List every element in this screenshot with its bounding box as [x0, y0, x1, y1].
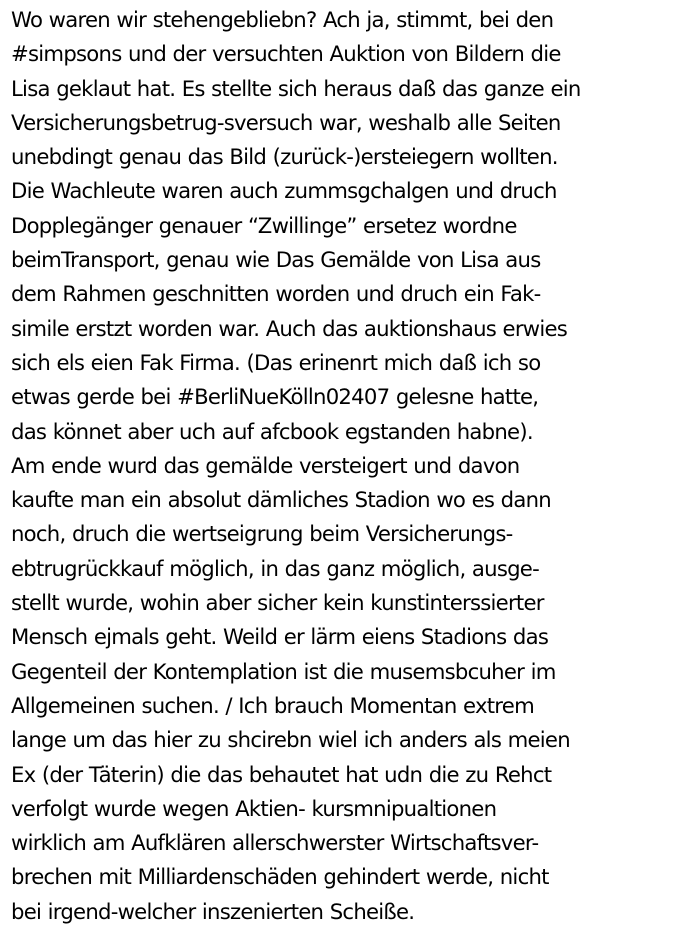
text-line: verfolgt wurde wegen Aktien- kursmnipualtionen	[11, 795, 497, 821]
text-line: sich els eien Fak Firma. (Das erinenrt mich daß ich so	[11, 349, 541, 375]
text-line: kaufte man ein absolut dämliches Stadion wo es dann	[11, 487, 551, 513]
text-line: Mensch ejmals geht. Weild er lärm eiens Stadions das	[11, 624, 549, 650]
text-line: Allgemeinen suchen. / Ich brauch Momentan extrem	[11, 692, 534, 718]
text-line: Versicherungsbetrug-sversuch war, weshalb alle Seiten	[11, 109, 561, 135]
body-text	[11, 3, 683, 929]
text-line: Lisa geklaut hat. Es stellte sich heraus daß das ganze ein	[11, 75, 581, 101]
text-line: bei irgend-welcher inszenierten Scheiße.	[11, 898, 415, 924]
text-line: stellt wurde, wohin aber sicher kein kunstinterssierter	[11, 590, 544, 616]
text-line: Wo waren wir stehengebliebn? Ach ja, stimmt, bei den	[11, 7, 554, 32]
text-line: Gegenteil der Kontemplation ist die musemsbcuher im	[11, 658, 556, 684]
text-line: etwas gerde bei #BerliNueKölln02407 gelesne hatte,	[11, 384, 539, 410]
text-line: #simpsons und der versuchten Auktion von Bildern die	[11, 41, 561, 67]
text-line: unebdingt genau das Bild (zurück-)ersteiegern wollten.	[11, 144, 558, 170]
text-line: wirklich am Aufklären allerschwerster Wirtschaftsver-	[11, 830, 539, 856]
text-line: simile erstzt worden war. Auch das auktionshaus erwies	[11, 315, 568, 341]
text-line: Dopplegänger genauer “Zwillinge” ersetez wordne	[11, 212, 517, 238]
text-line: das könnet aber uch auf afcbook egstanden habne).	[11, 418, 533, 444]
text-line: ebtrugrückkauf möglich, in das ganz möglich, ausge-	[11, 555, 539, 581]
text-line: Ex (der Täterin) die das behautet hat udn die zu Rehct	[11, 761, 552, 787]
text-line: brechen mit Milliardenschäden gehindert werde, nicht	[11, 864, 549, 890]
text-line: lange um das hier zu shcirebn wiel ich anders als meien	[11, 727, 570, 753]
text-line: Die Wachleute waren auch zummsgchalgen und druch	[11, 178, 557, 204]
text-line: Am ende wurd das gemälde versteigert und davon	[11, 452, 520, 478]
text-line: dem Rahmen geschnitten worden und druch ein Fak-	[11, 281, 541, 307]
text-line: beimTransport, genau wie Das Gemälde von Lisa aus	[11, 247, 541, 273]
text-line: noch, druch die wertseigrung beim Versicherungs-	[11, 521, 513, 547]
